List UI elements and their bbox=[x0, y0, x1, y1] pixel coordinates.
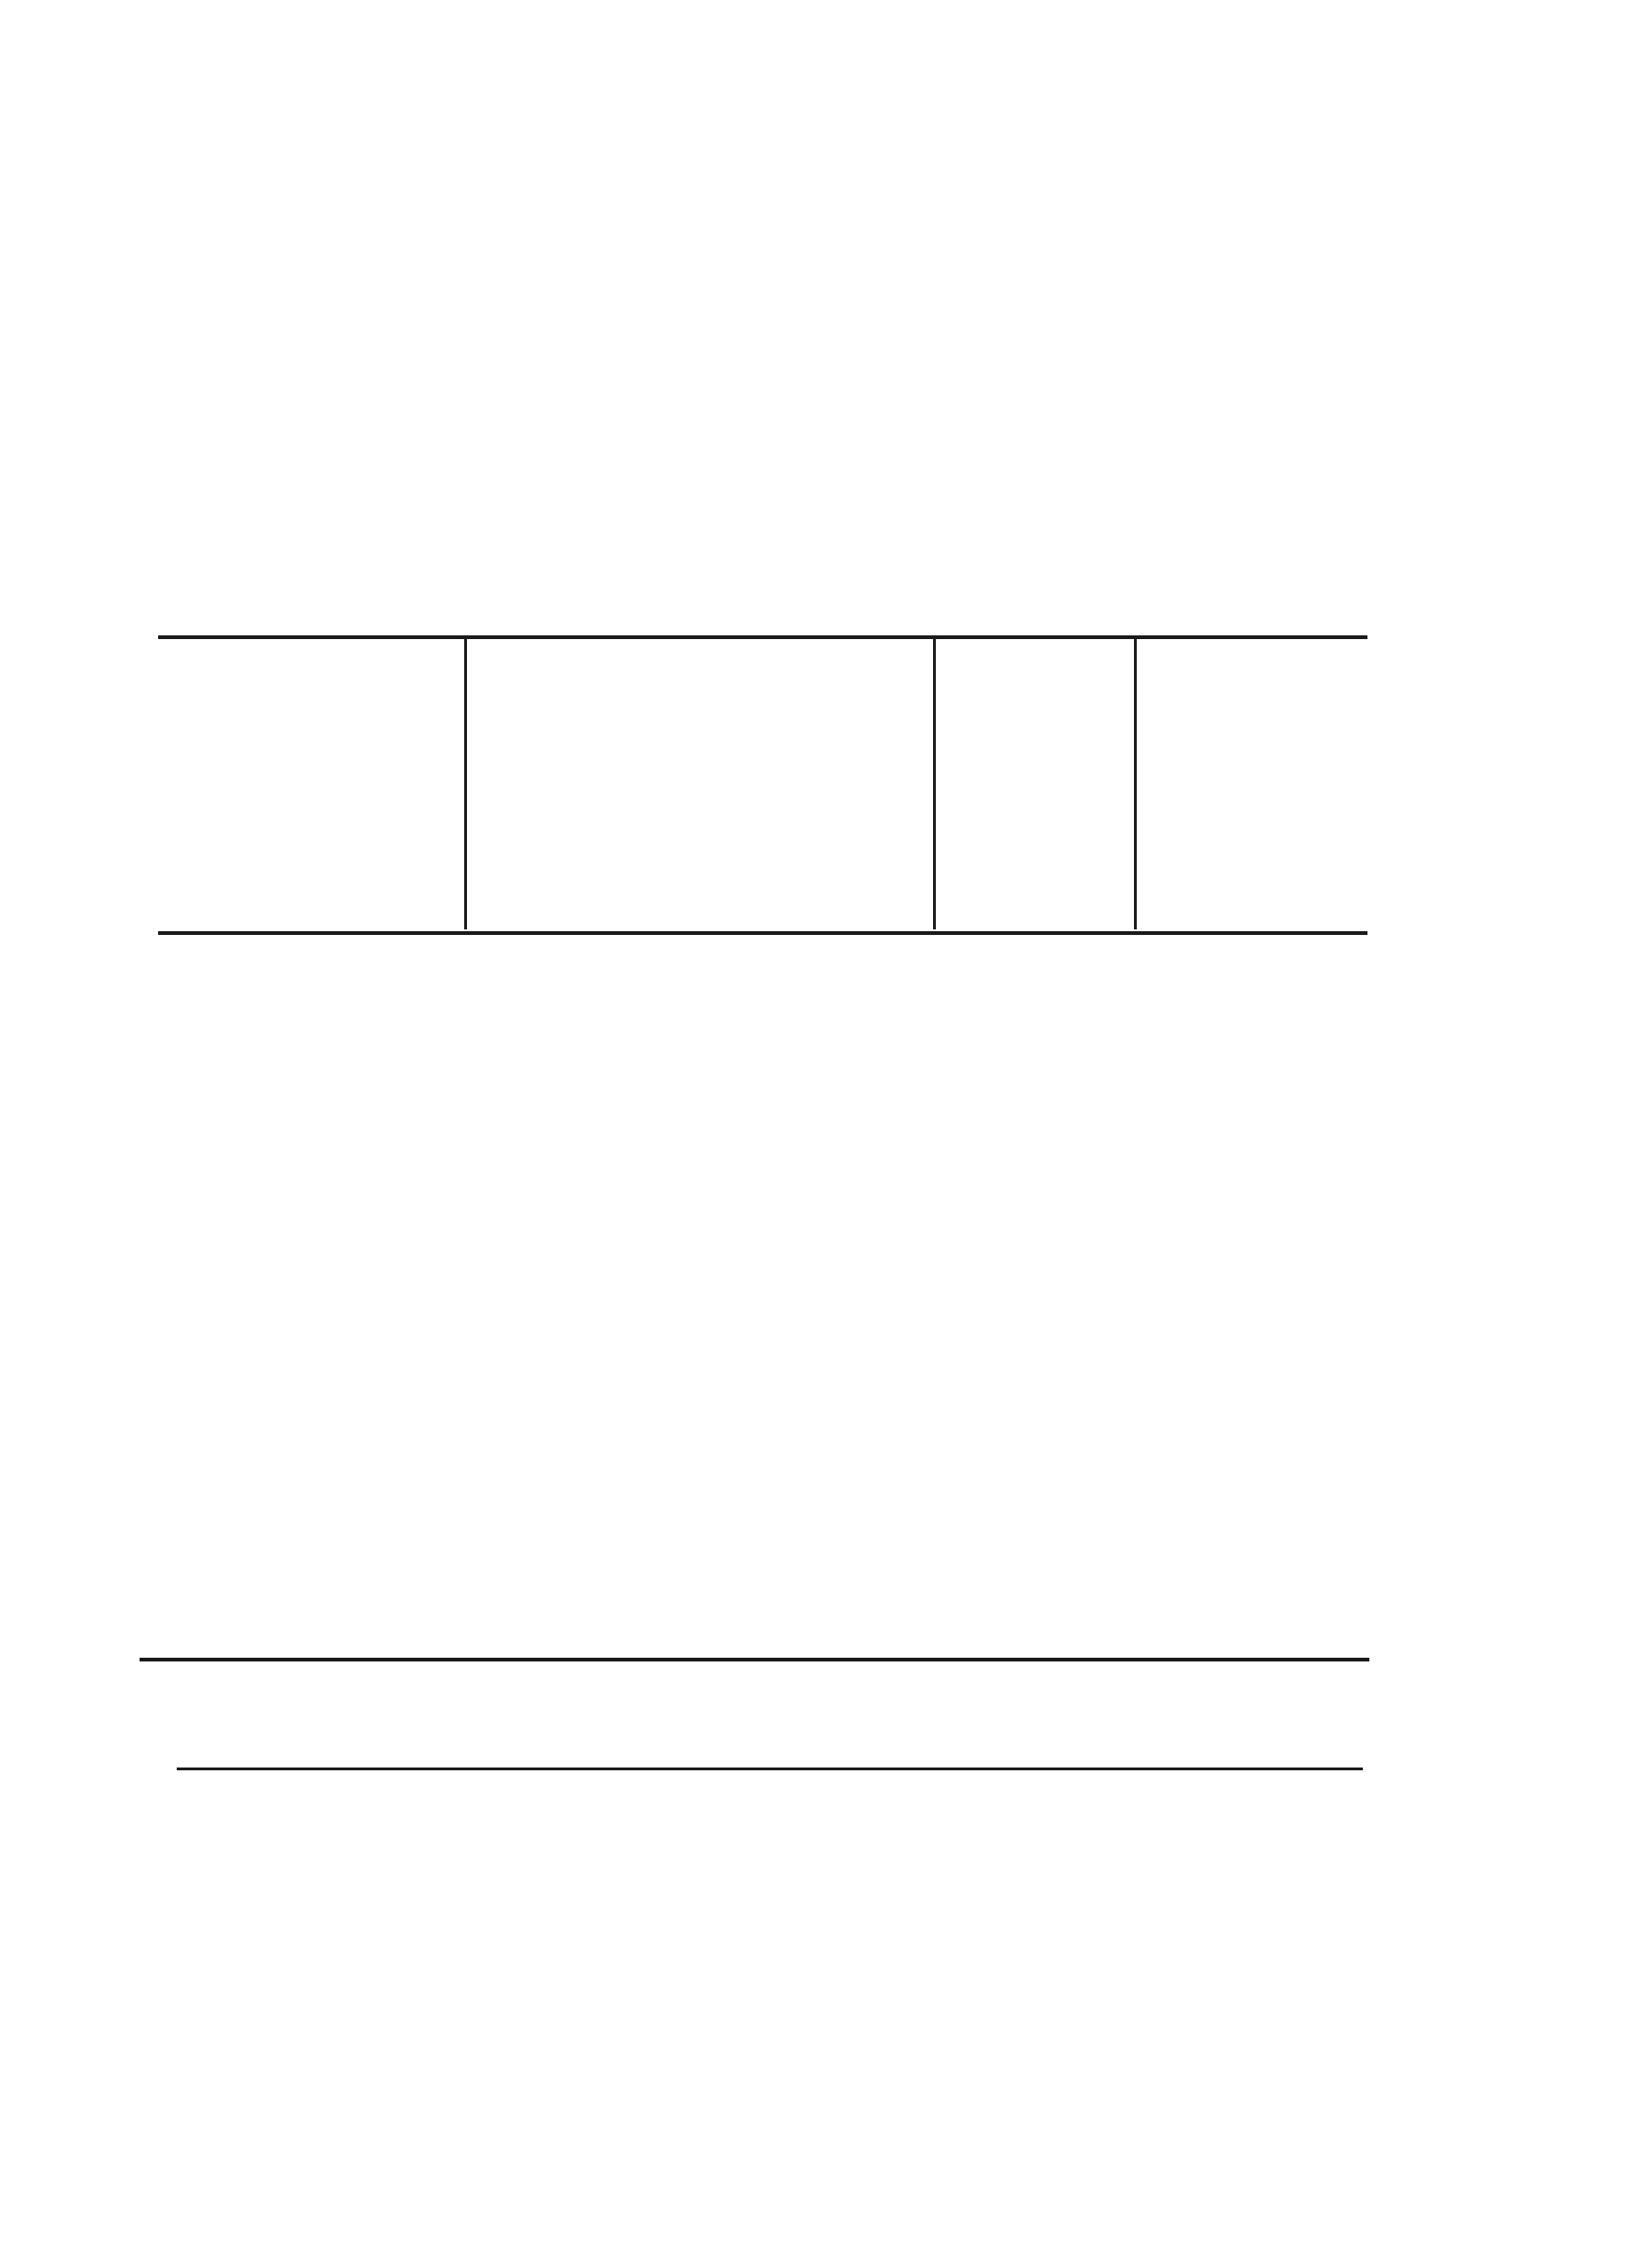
note-underline bbox=[177, 1768, 1363, 1770]
header-divider-2 bbox=[933, 639, 936, 929]
header-divider-1 bbox=[464, 639, 467, 929]
table-bottom-rule bbox=[140, 1658, 1369, 1661]
table-top-rule bbox=[158, 635, 1367, 639]
header-bottom-rule bbox=[158, 931, 1367, 935]
header-divider-3 bbox=[1134, 639, 1137, 929]
